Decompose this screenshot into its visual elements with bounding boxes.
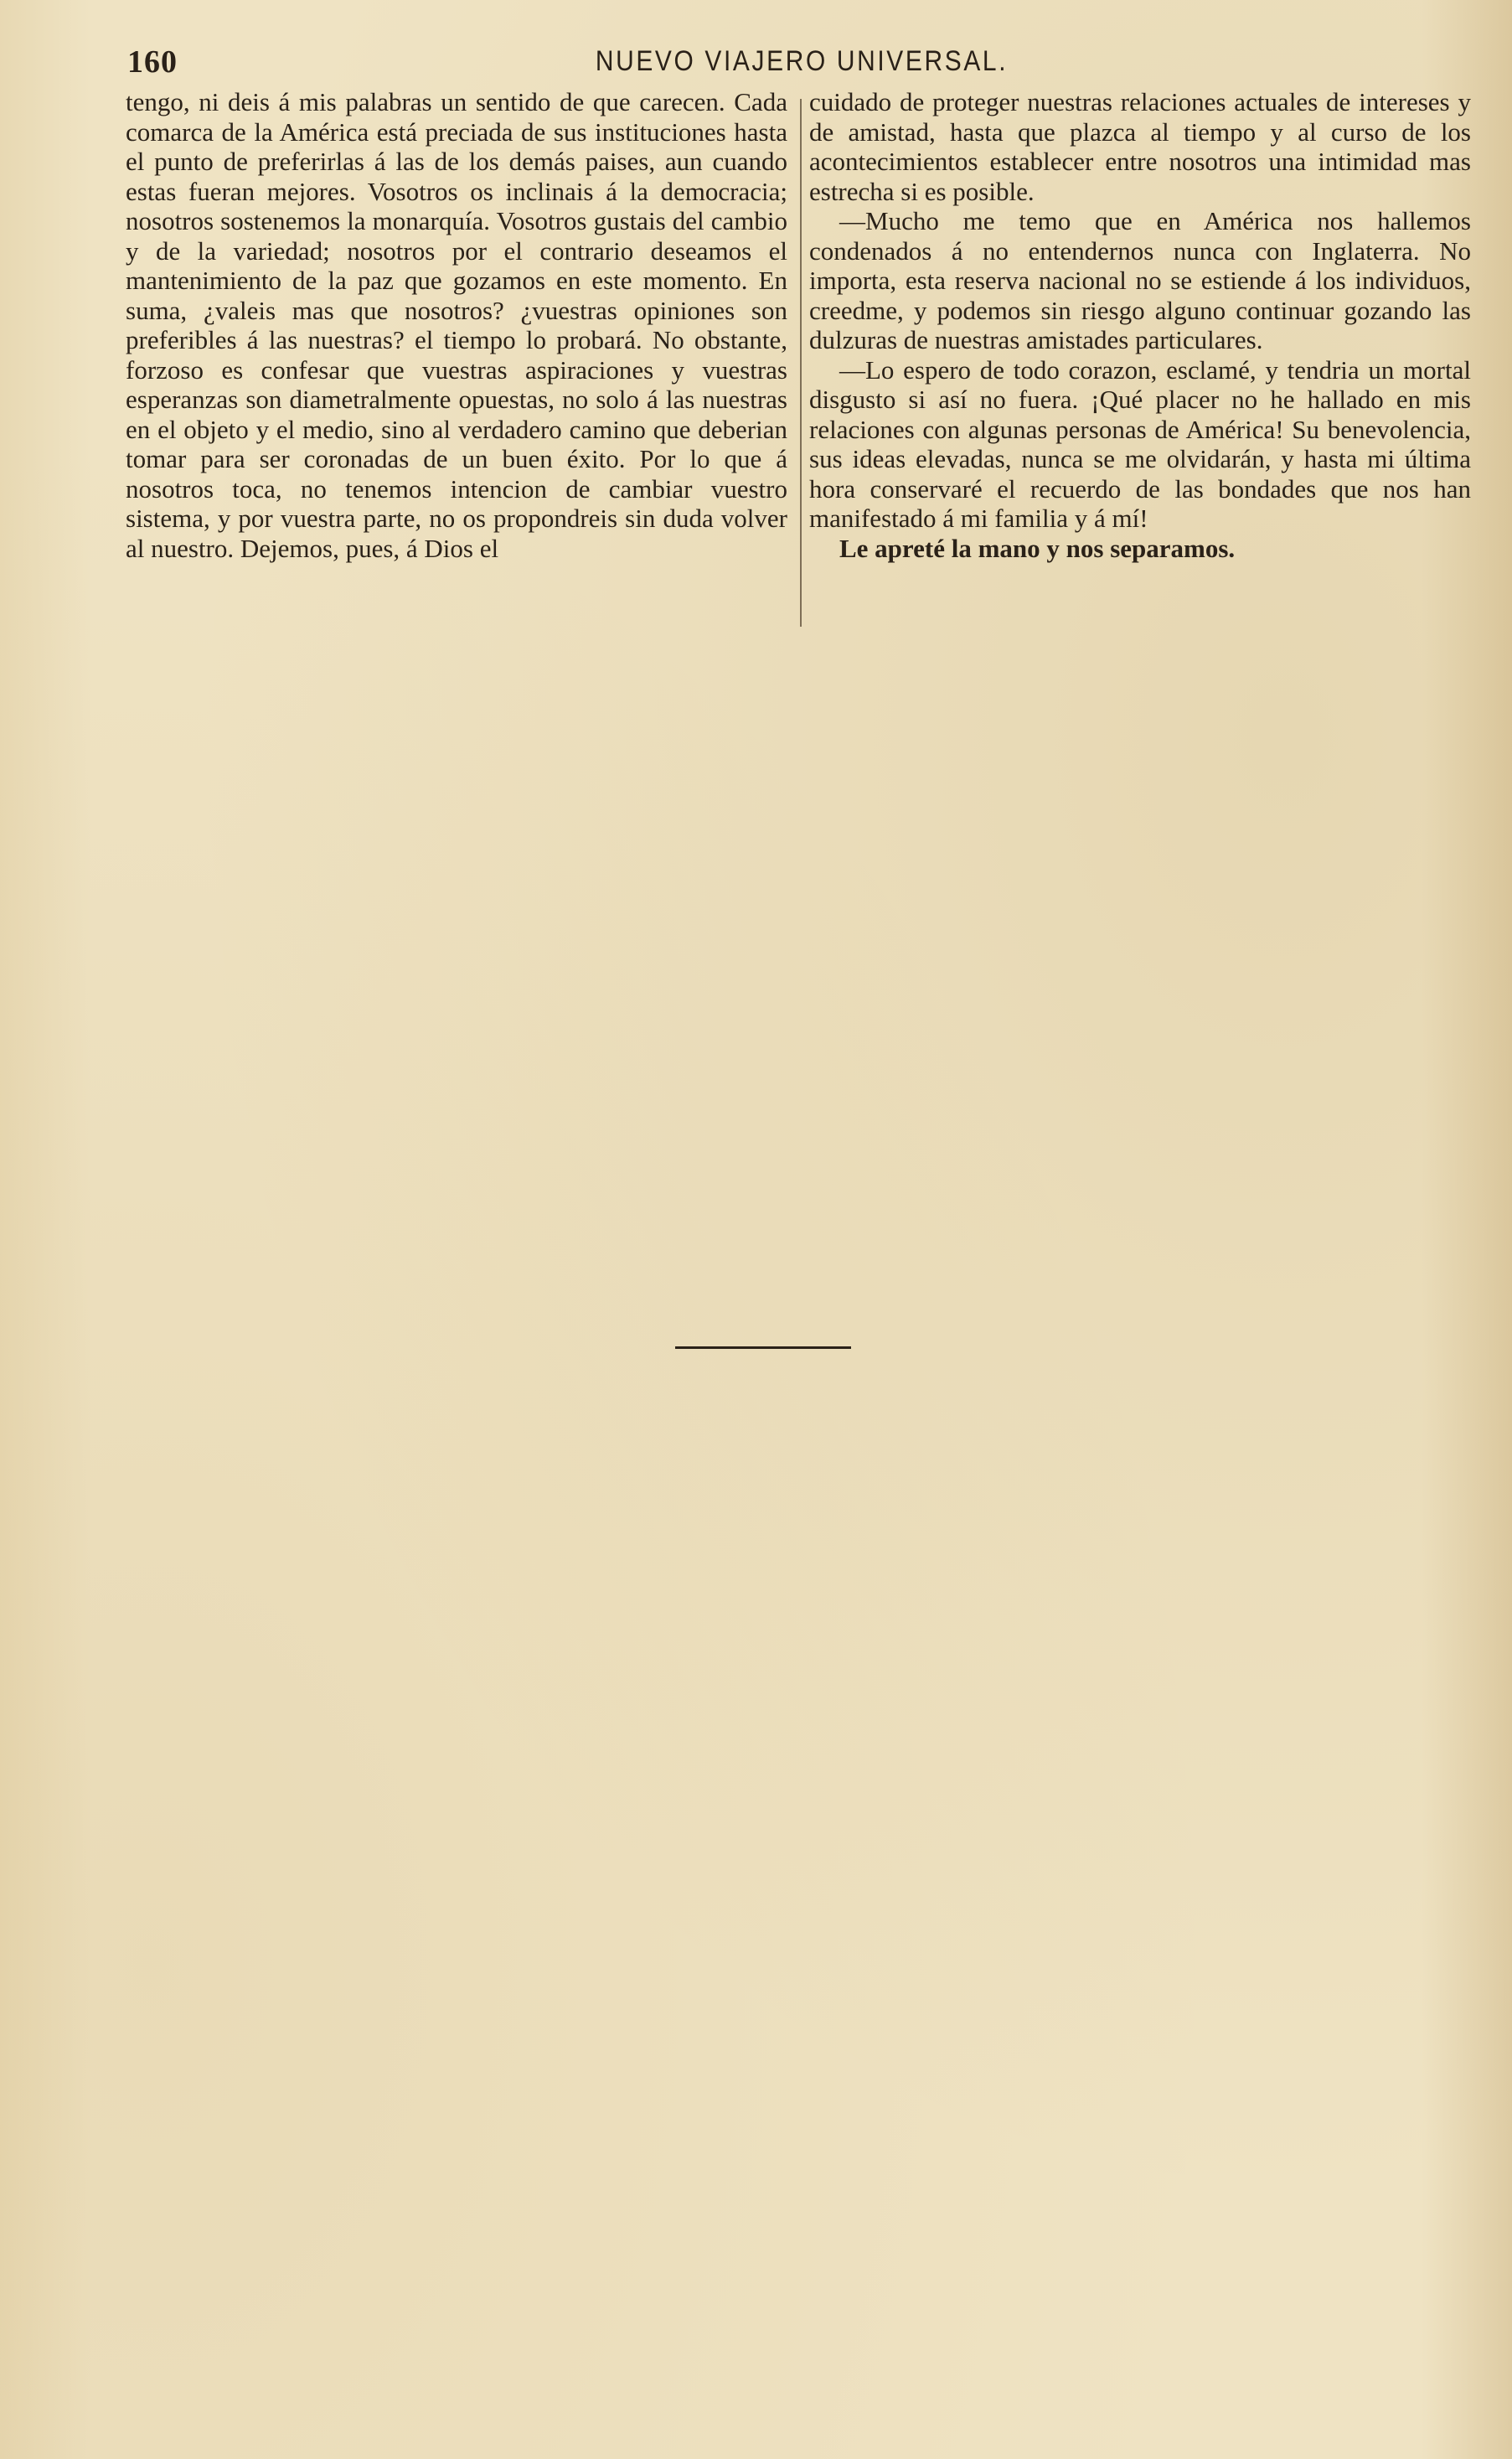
running-title: NUEVO VIAJERO UNIVERSAL. [595,45,1009,77]
paragraph: cuidado de proteger nuestras relaciones actuales de intereses y de amistad, hasta que plazca al tiempo y al curso de los acontecimientos establecer entre nosotros una intimidad mas estrecha si es posible. [809,87,1471,206]
end-of-chapter-rule [675,1346,851,1349]
left-column-text: tengo, ni deis á mis palabras un sentido de que carecen. Cada comarca de la América está preciada de sus instituciones hasta el punto de preferirlas á las de los demás paises, aun cuando estas fueran mejores. Vosotros os inclinais á la democracia; nosotros sostenemos la monarquía. Vosotros gustais del cambio y de la variedad; nosotros por el contrario deseamos el mantenimiento de la paz que gozamos en este momento. En suma, ¿valeis mas que nosotros? ¿vuestras opiniones son preferibles á las nuestras? el tiempo lo probará. No obstante, forzoso es confesar que vuestras aspiraciones y vuestras esperanzas son diametralmente opuestas, no solo á las nuestras en el objeto y el medio, sino al verdadero camino que deberian tomar para ser coronadas de un buen éxito. Por lo que á nosotros toca, no tenemos intencion de cambiar vuestro sistema, y por vuestra parte, no os propondreis sin duda volver al nuestro. Dejemos, pues, á Dios el [126,87,787,563]
show-through-text [817,637,1470,2145]
left-column [126,87,787,563]
page-header [127,44,1476,85]
paragraph: —Mucho me temo que en América nos hallemos condenados á no entendernos nunca con Inglaterra. No importa, esta reserva nacional no se estiende á los individuos, creedme, y podemos sin riesgo alguno continuar gozando las dulzuras de nuestras amistades particulares. [809,206,1471,354]
page-number: 160 [127,44,178,80]
column-divider [800,99,802,627]
right-column [809,87,1471,563]
closing-paragraph: Le apreté la mano y nos separamos. [839,533,1236,563]
paragraph: —Lo espero de todo corazon, esclamé, y tendria un mortal disgusto si así no fuera. ¡Qué placer no he hallado en mis relaciones con algunas personas de América! Su benevolencia, sus ideas elevadas, nunca se me olvidarán, y hasta mi última hora conservaré el recuerdo de las bondades que nos han manifestado á mi familia y á mí! [809,354,1471,533]
show-through-text [134,637,771,1893]
